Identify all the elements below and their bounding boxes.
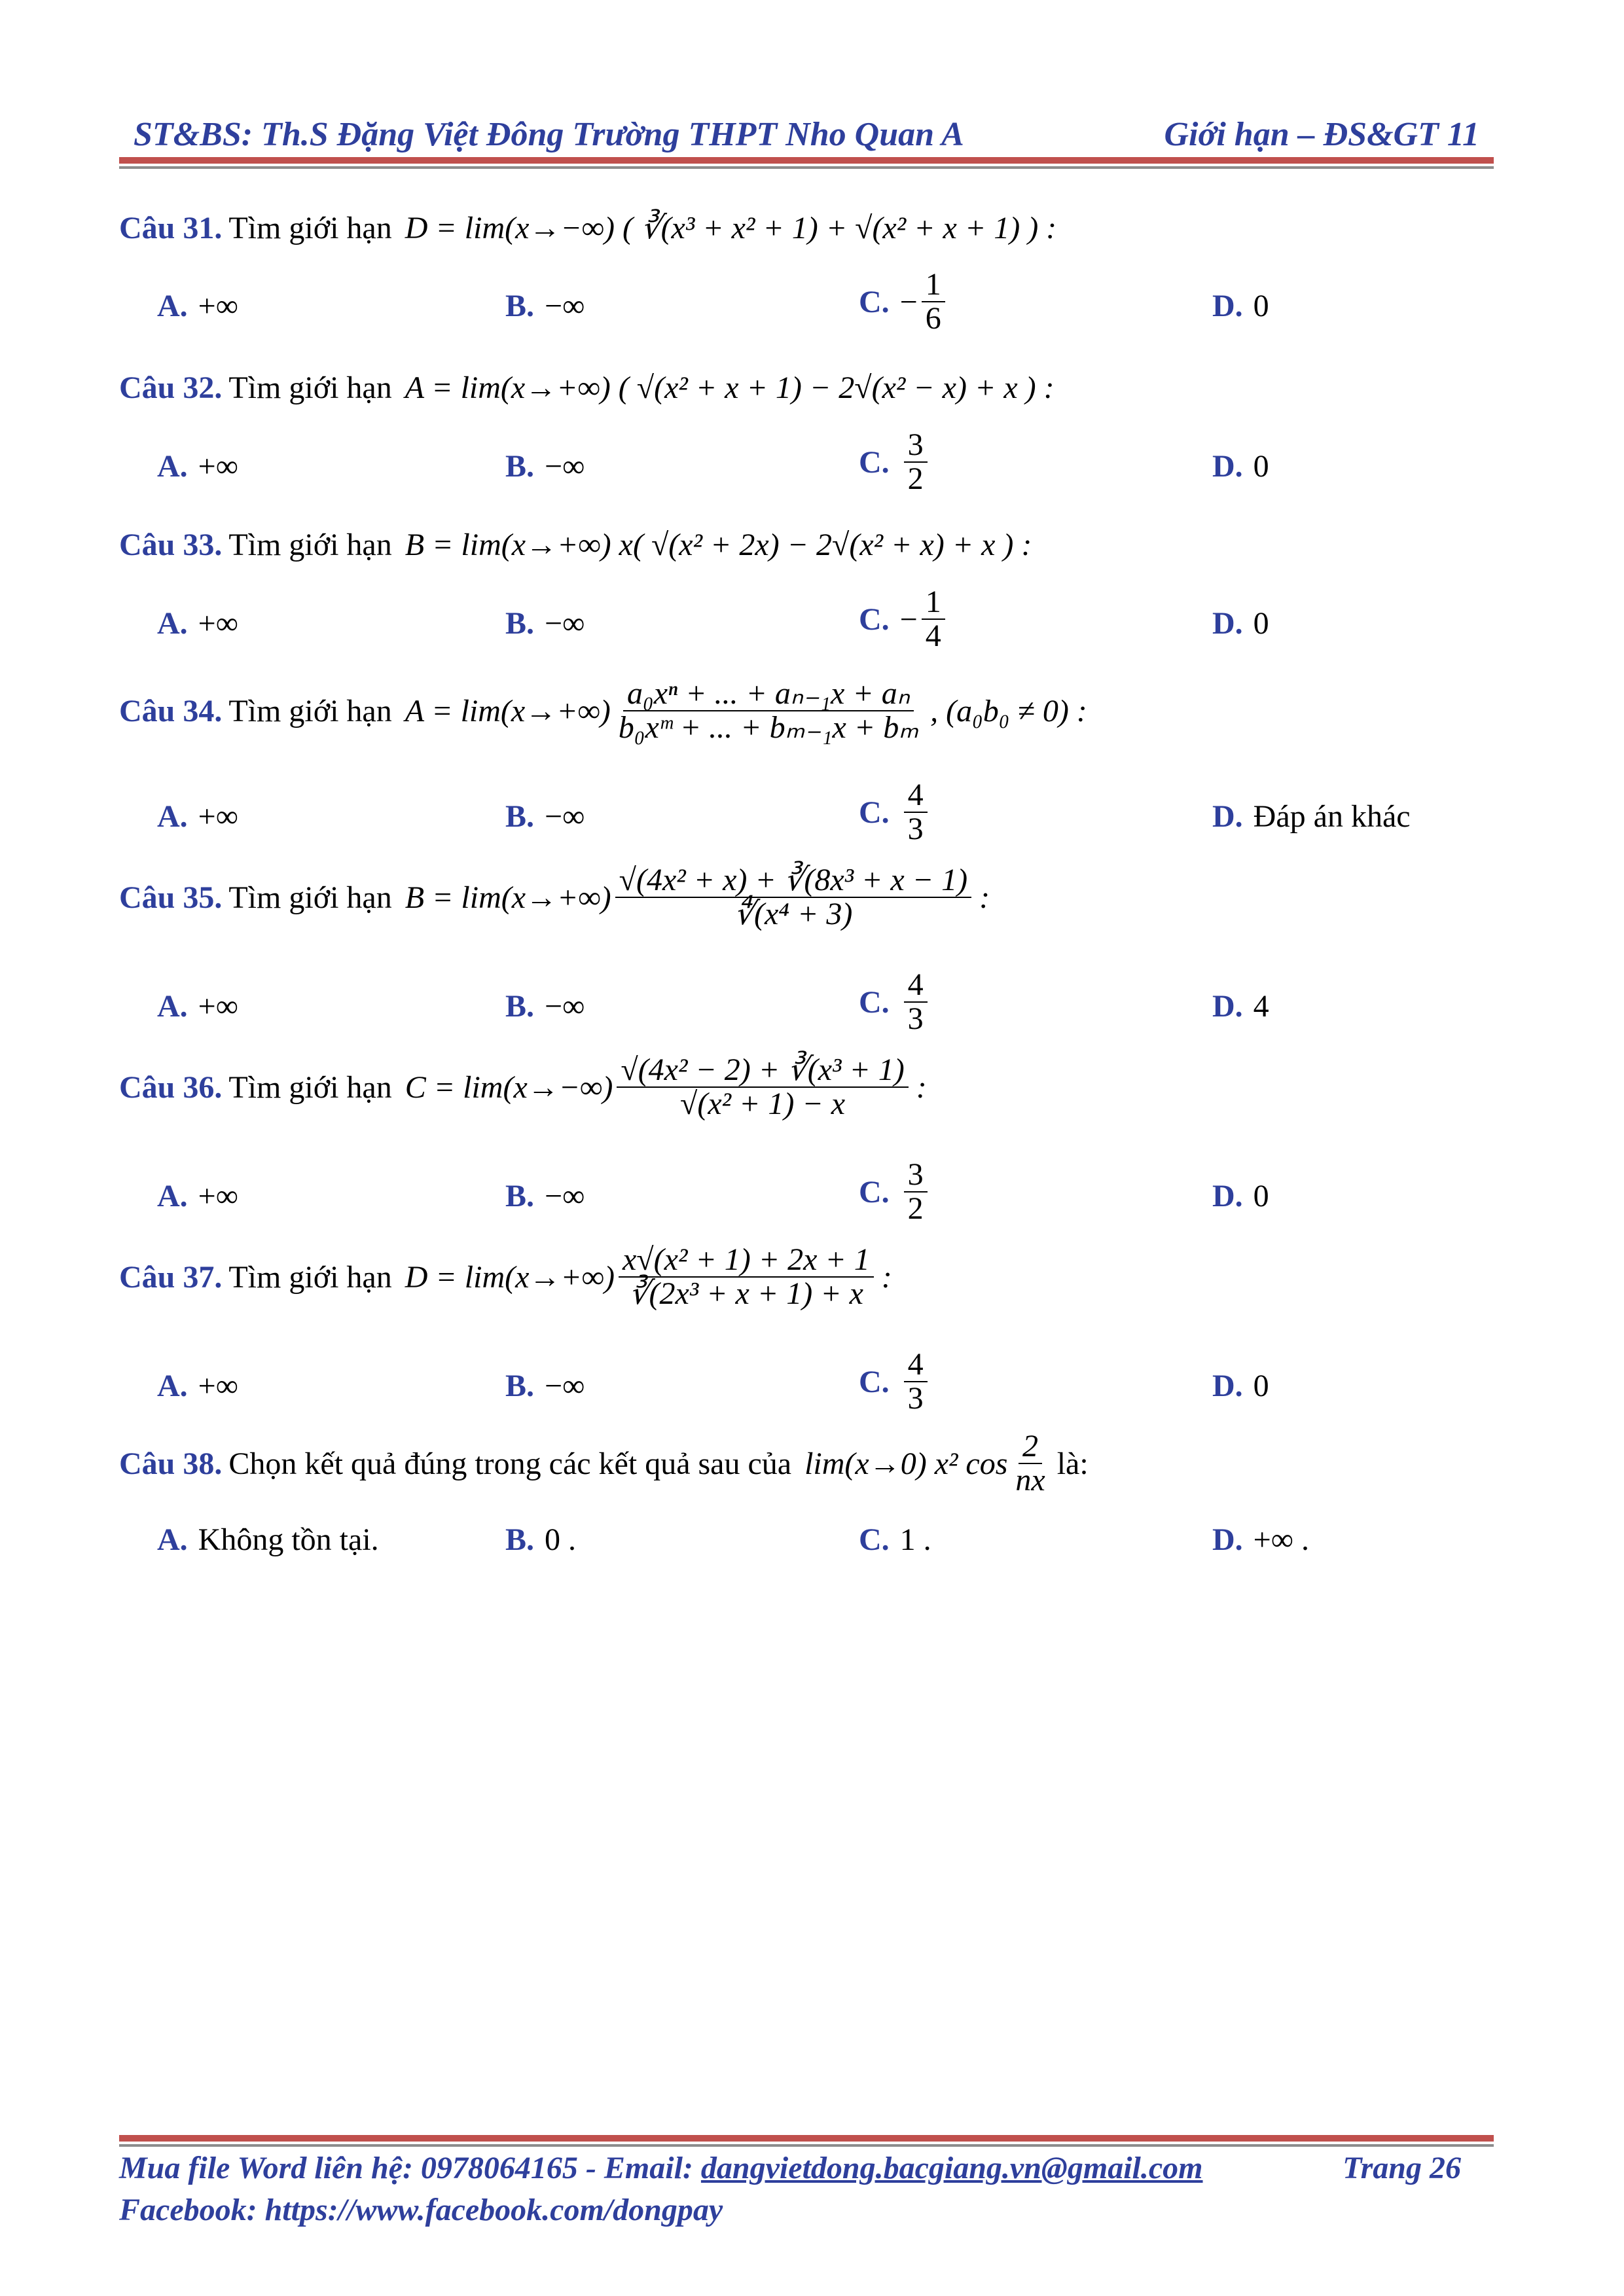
option-b[interactable]: [505, 288, 585, 324]
option-label: B.: [505, 799, 535, 834]
question-expression-suffix: :: [881, 1259, 892, 1295]
footer-facebook-link[interactable]: Facebook: https://www.facebook.com/dongpay: [119, 2193, 723, 2227]
option-b[interactable]: [505, 988, 585, 1024]
option-d[interactable]: [1212, 798, 1411, 834]
question-text: Tìm giới hạn: [228, 528, 392, 562]
option-label: A.: [157, 1369, 188, 1403]
option-c[interactable]: [859, 1522, 931, 1558]
question-31: [119, 203, 1494, 373]
option-fraction: $\frac{1}{4}$: [922, 586, 945, 653]
question-expression: D = lim(x→−∞) ( ∛(x³ + x² + 1) + √(x² + x + 1) ) :: [405, 211, 1057, 245]
option-a[interactable]: [157, 798, 238, 834]
option-fraction: $\frac{1}{6}$: [922, 268, 945, 336]
question-38: [119, 1430, 1494, 1561]
question-label: Câu 36.: [119, 1069, 223, 1105]
option-value: +∞: [198, 799, 238, 834]
option-d[interactable]: [1212, 1368, 1269, 1404]
question-expression-fraction: $\frac{\text{x√(x² + 1) + 2x + 1}}{\text{∛(2x³ + x + 1) + x}}$: [619, 1244, 874, 1311]
option-value: −∞: [545, 799, 585, 834]
option-label: C.: [859, 284, 890, 319]
option-b[interactable]: [505, 798, 585, 834]
option-a[interactable]: [157, 448, 238, 484]
option-c[interactable]: [859, 1348, 931, 1416]
question-label: Câu 34.: [119, 693, 223, 728]
option-b[interactable]: [505, 448, 585, 484]
option-c[interactable]: [859, 586, 949, 653]
option-label: D.: [1212, 289, 1243, 323]
option-a[interactable]: [157, 605, 238, 641]
question-text: Tìm giới hạn: [228, 880, 392, 915]
option-value: 0: [1253, 449, 1269, 484]
option-c[interactable]: [859, 429, 931, 496]
question-35: [119, 864, 1494, 1060]
question-label: Câu 38.: [119, 1446, 223, 1481]
option-c[interactable]: [859, 268, 949, 336]
question-text: Tìm giới hạn: [228, 370, 392, 405]
option-value: +∞ .: [1253, 1522, 1309, 1557]
option-fraction: $\frac{4}{3}$: [904, 779, 928, 846]
option-b[interactable]: [505, 605, 585, 641]
option-label: D.: [1212, 606, 1243, 641]
question-expression: B = lim(x→+∞) x( √(x² + 2x) − 2√(x² + x) + x ) :: [405, 528, 1032, 562]
option-label: B.: [505, 1179, 535, 1213]
option-value: −∞: [545, 989, 585, 1024]
option-label: C.: [859, 1174, 890, 1210]
page-number: Trang 26: [1343, 2151, 1461, 2185]
option-label: C.: [859, 984, 890, 1020]
question-expression-prefix: C = lim(x→−∞): [405, 1069, 613, 1105]
option-value: 0: [1253, 289, 1269, 323]
question-expression-prefix: D = lim(x→+∞): [405, 1259, 615, 1295]
option-d[interactable]: [1212, 448, 1269, 484]
question-36: [119, 1054, 1494, 1250]
question-expression-suffix: , (a₀b₀ ≠ 0) :: [930, 693, 1087, 728]
option-value: +∞: [198, 289, 238, 323]
question-33: [119, 520, 1494, 684]
question-text: Chọn kết quả đúng trong các kết quả sau của: [228, 1446, 792, 1481]
header-right: Giới hạn – ĐS&GT 11: [1164, 116, 1479, 153]
option-value: −∞: [545, 1369, 585, 1403]
question-37: [119, 1244, 1494, 1440]
page-header: [119, 110, 1494, 162]
option-b[interactable]: [505, 1178, 585, 1214]
option-value: −∞: [545, 289, 585, 323]
header-left: ST&BS: Th.S Đặng Việt Đông Trường THPT Nho Quan A: [134, 116, 964, 153]
option-label: D.: [1212, 1369, 1243, 1403]
option-value: 0: [1253, 1369, 1269, 1403]
option-value: −∞: [545, 606, 585, 641]
option-label: A.: [157, 799, 188, 834]
question-label: Câu 32.: [119, 370, 223, 405]
question-32: [119, 363, 1494, 527]
option-b[interactable]: [505, 1368, 585, 1404]
option-value: +∞: [198, 449, 238, 484]
option-label: D.: [1212, 449, 1243, 484]
option-label: A.: [157, 289, 188, 323]
option-label: D.: [1212, 1522, 1243, 1557]
option-value: −∞: [545, 1179, 585, 1213]
footer-email-link[interactable]: dangvietdong.bacgiang.vn@gmail.com: [700, 2151, 1203, 2185]
option-value: 0: [1253, 1179, 1269, 1213]
question-expression-suffix: :: [916, 1069, 927, 1105]
option-value: +∞: [198, 1369, 238, 1403]
option-a[interactable]: [157, 1178, 238, 1214]
question-expression-fraction: $\frac{\text{a₀xⁿ + ... + aₙ₋₁x + aₙ}}{\text{b₀xᵐ + ... + bₘ₋₁x + bₘ}}$: [618, 676, 919, 745]
option-label: D.: [1212, 1179, 1243, 1213]
option-value: 0: [1253, 606, 1269, 641]
footer-contact: [119, 2150, 1203, 2186]
option-label: C.: [859, 795, 890, 830]
option-fraction: $\frac{3}{2}$: [904, 1158, 928, 1226]
option-d[interactable]: [1212, 1178, 1269, 1214]
question-label: Câu 37.: [119, 1259, 223, 1295]
option-label: B.: [505, 289, 535, 323]
question-label: Câu 31.: [119, 210, 223, 245]
option-c[interactable]: [859, 1158, 931, 1226]
option-a[interactable]: [157, 1368, 238, 1404]
option-a[interactable]: [157, 988, 238, 1024]
question-34: [119, 677, 1494, 874]
option-fraction: $\frac{3}{2}$: [904, 429, 928, 496]
question-expression-fraction: $\frac{2}{nx}$: [1015, 1429, 1045, 1498]
option-label: A.: [157, 1522, 188, 1557]
option-label: C.: [859, 601, 890, 637]
option-d[interactable]: [1212, 1522, 1309, 1558]
option-d[interactable]: [1212, 605, 1269, 641]
header-rule: [119, 157, 1494, 169]
question-expression-suffix: :: [979, 880, 990, 915]
question-text: Tìm giới hạn: [228, 210, 392, 245]
option-label: B.: [505, 989, 535, 1024]
option-value: −∞: [545, 449, 585, 484]
option-value: Không tồn tại.: [198, 1522, 379, 1557]
option-label: C.: [859, 1522, 890, 1557]
option-a[interactable]: [157, 288, 238, 324]
option-sign: −: [899, 601, 918, 637]
question-text: Tìm giới hạn: [228, 1259, 392, 1295]
question-expression: A = lim(x→+∞) ( √(x² + x + 1) − 2√(x² − x) + x ) :: [405, 370, 1055, 405]
option-label: C.: [859, 1364, 890, 1399]
footer-contact-text: Mua file Word liên hệ: 0978064165 - Email:: [119, 2151, 701, 2185]
option-label: B.: [505, 606, 535, 641]
question-text: Tìm giới hạn: [228, 1069, 392, 1105]
option-label: A.: [157, 989, 188, 1024]
option-label: D.: [1212, 989, 1243, 1024]
option-c[interactable]: [859, 969, 931, 1036]
option-a[interactable]: [157, 1522, 379, 1558]
option-value: 4: [1253, 989, 1269, 1024]
option-d[interactable]: [1212, 988, 1269, 1024]
option-fraction: $\frac{4}{3}$: [904, 1348, 928, 1416]
page-footer: [119, 2150, 1494, 2228]
option-label: B.: [505, 1369, 535, 1403]
option-label: B.: [505, 449, 535, 484]
option-label: C.: [859, 444, 890, 480]
question-expression-prefix: A = lim(x→+∞): [405, 693, 611, 728]
question-label: Câu 35.: [119, 880, 223, 915]
question-expression-prefix: B = lim(x→+∞): [405, 880, 611, 915]
option-label: A.: [157, 606, 188, 641]
footer-rule: [119, 2135, 1494, 2147]
option-label: A.: [157, 1179, 188, 1213]
option-sign: −: [899, 284, 918, 319]
option-value: 0 .: [545, 1522, 577, 1557]
option-c[interactable]: [859, 779, 931, 846]
option-label: D.: [1212, 799, 1243, 834]
question-text: Tìm giới hạn: [228, 693, 392, 728]
option-b[interactable]: [505, 1522, 576, 1558]
question-label: Câu 33.: [119, 528, 223, 562]
option-label: B.: [505, 1522, 535, 1557]
option-label: A.: [157, 449, 188, 484]
option-value: +∞: [198, 1179, 238, 1213]
option-value: Đáp án khác: [1253, 799, 1411, 834]
option-value: +∞: [198, 606, 238, 641]
question-expression-fraction: $\frac{\text{√(4x² − 2) + ∛(x³ + 1)}}{\text{√(x² + 1) − x}}$: [617, 1054, 908, 1121]
question-expression-suffix: là:: [1056, 1446, 1089, 1481]
option-d[interactable]: [1212, 288, 1269, 324]
option-value: 1 .: [899, 1522, 931, 1557]
question-expression-fraction: $\frac{\text{√(4x² + x) + ∛(8x³ + x − 1)}}{\text{∜(x⁴ + 3)}}$: [615, 864, 971, 931]
option-fraction: $\frac{4}{3}$: [904, 969, 928, 1036]
option-value: +∞: [198, 989, 238, 1024]
question-expression-prefix: lim(x→0) x² cos: [804, 1446, 1008, 1481]
